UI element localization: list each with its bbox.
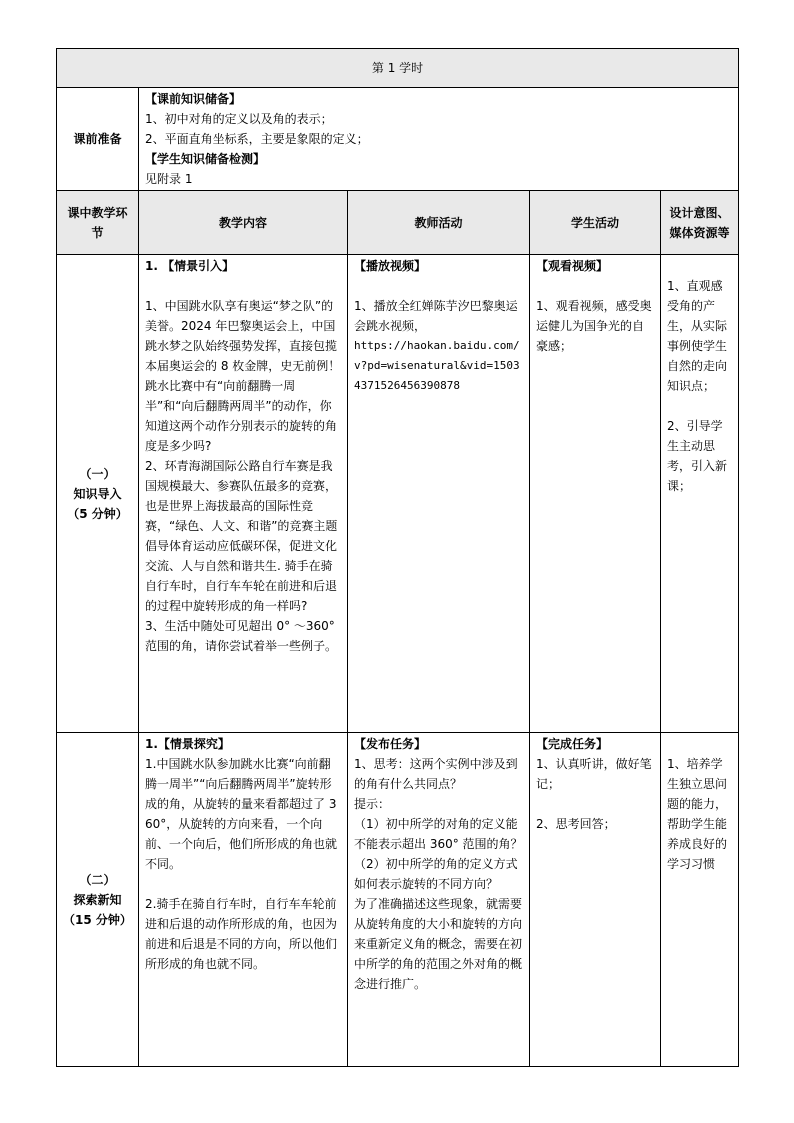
- section-1-row: [57, 255, 739, 733]
- section-1-teacher-p1: 1、播放全红婵陈芋汐巴黎奥运会跳水视频，: [354, 299, 518, 333]
- prep-item-2: 2、平面直角坐标系，主要是象限的定义；: [145, 132, 369, 146]
- section-2-content-p1: 1.中国跳水队参加跳水比赛“向前翻腾一周半”“向后翻腾两周半”旋转形成的角，从旋转的量来看都超过了 360°，从旋转的方向来看，一个向前、一个向后，他们所形成的角也就不同。: [145, 757, 338, 871]
- section-2-teacher-p1: 1、思考：这两个实例中涉及到的角有什么共同点？: [354, 757, 518, 791]
- lesson-plan-table: [56, 48, 739, 1067]
- section-1-student: [530, 255, 661, 733]
- header-teacher: 教师活动: [348, 191, 530, 255]
- section-2-teacher-p3: （1）初中所学的对角的定义能不能表示超出 360° 范围的角？: [354, 817, 523, 851]
- section-2-row: [57, 733, 739, 1067]
- video-link[interactable]: https://haokan.baidu.com/v?pd=wisenatural&vid=15034371526456390878: [354, 339, 520, 392]
- section-2-stage-num: （二）: [79, 872, 116, 887]
- section-1-stage: [57, 255, 139, 733]
- section-1-design-p2: 2、引导学生主动思考，引入新课；: [667, 419, 728, 493]
- prep-label: 课前准备: [57, 88, 139, 191]
- prep-item-3: 见附录 1: [145, 172, 193, 186]
- header-stage: 课中教学环节: [57, 191, 139, 255]
- section-2-stage-name: 探索新知: [73, 892, 122, 907]
- prep-item-1: 1、初中对角的定义以及角的表示；: [145, 112, 333, 126]
- section-2-student-title: 【完成任务】: [536, 737, 609, 751]
- section-1-content: [139, 255, 348, 733]
- prep-heading-1: 【课前知识储备】: [145, 92, 242, 106]
- header-design: 设计意图、媒体资源等: [661, 191, 739, 255]
- header-row: [57, 191, 739, 255]
- header-content: 教学内容: [139, 191, 348, 255]
- section-2-content: [139, 733, 348, 1067]
- section-2-student-p2: 2、思考回答；: [536, 817, 616, 831]
- section-1-design: [661, 255, 739, 733]
- section-2-student: [530, 733, 661, 1067]
- section-1-content-p3: 3、生活中随处可见超出 0° ～360° 范围的角，请你尝试着举一些例子。: [145, 619, 338, 653]
- section-1-content-p1: 1、中国跳水队享有奥运“梦之队”的美誉。2024 年巴黎奥运会上，中国跳水梦之队始终强势发挥，直接包揽本届奥运会的 8 枚金牌，史无前例！跳水比赛中有“向前翻腾一周半”和“向后翻腾两周半”的动作，你知道这两个动作分别表示的旋转的角度是多少吗?: [145, 299, 341, 453]
- section-1-student-p1: 1、观看视频，感受奥运健儿为国争光的自豪感；: [536, 299, 652, 353]
- prep-heading-2: 【学生知识储备检测】: [145, 152, 266, 166]
- prep-content: [139, 88, 739, 191]
- section-1-stage-time: （5 分钟）: [67, 506, 128, 521]
- section-2-design-p1: 1、培养学生独立思问题的能力，帮助学生能养成良好的学习习惯: [667, 757, 728, 871]
- section-2-teacher: [348, 733, 530, 1067]
- section-2-student-p1: 1、认真听讲，做好笔记；: [536, 757, 652, 791]
- section-1-content-title: 1. 【情景引入】: [145, 259, 235, 273]
- prep-row: [57, 88, 739, 191]
- section-2-stage: [57, 733, 139, 1067]
- section-2-teacher-p5: 为了准确描述这些现象，就需要从旋转角度的大小和旋转的方向来重新定义角的概念，需要在初中所学的角的范围之外对角的概念进行推广。: [354, 897, 523, 991]
- section-1-design-p1: 1、直观感受角的产生，从实际事例使学生自然的走向知识点；: [667, 279, 728, 393]
- lesson-title: 第 1 学时: [57, 49, 739, 88]
- section-1-student-title: 【观看视频】: [536, 259, 609, 273]
- header-student: 学生活动: [530, 191, 661, 255]
- section-2-teacher-p2: 提示：: [354, 797, 391, 811]
- section-2-teacher-p4: （2）初中所学的角的定义方式如何表示旋转的不同方向？: [354, 857, 518, 891]
- section-2-teacher-title: 【发布任务】: [354, 737, 427, 751]
- section-2-content-p2: 2.骑手在骑自行车时，自行车车轮前进和后退的动作所形成的角，也因为前进和后退是不同的方向，所以他们所形成的角也就不同。: [145, 897, 338, 971]
- section-1-teacher: [348, 255, 530, 733]
- title-row: [57, 49, 739, 88]
- section-1-stage-name: 知识导入: [73, 486, 122, 501]
- section-2-content-title: 1.【情景探究】: [145, 737, 230, 751]
- section-2-design: [661, 733, 739, 1067]
- section-1-teacher-title: 【播放视频】: [354, 259, 427, 273]
- section-2-stage-time: （15 分钟）: [63, 912, 132, 927]
- section-1-stage-num: （一）: [79, 466, 116, 481]
- section-1-content-p2: 2、环青海湖国际公路自行车赛是我国规模最大、参赛队伍最多的竞赛，也是世界上海拔最高的国际性竞赛，“绿色、人文、和谐”的竞赛主题倡导体育运动应低碳环保，促进文化交流、人与自然和谐共生. 骑手在骑自行车时，自行车车轮在前进和后退的过程中旋转形成的角一样吗?: [145, 459, 338, 613]
